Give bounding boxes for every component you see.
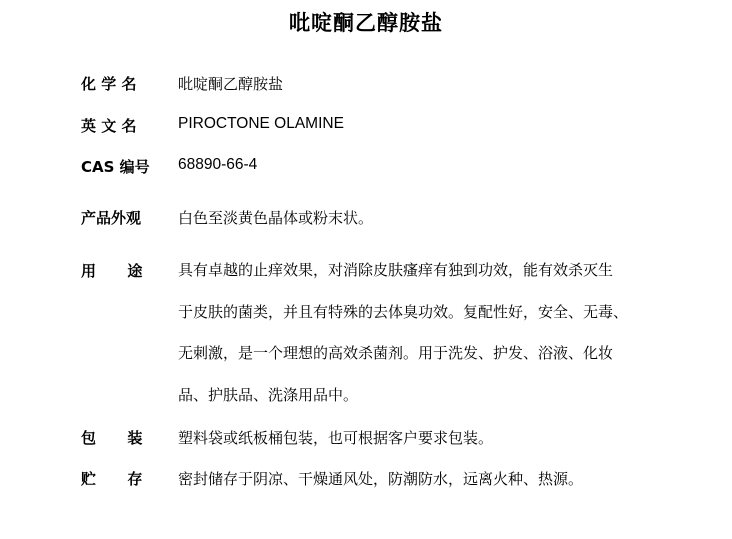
english-name-label: 英 文 名 [81,117,137,135]
usage-line: 具有卓越的止痒效果，对消除皮肤瘙痒有独到功效，能有效杀灭生 [178,261,614,279]
usage-line: 无刺激，是一个理想的高效杀菌剂。用于洗发、护发、浴液、化妆 [178,344,614,362]
cas-number-value: 68890-66-4 [178,156,258,173]
usage-value [178,260,628,426]
english-name-value: PIROCTONE OLAMINE [178,115,344,132]
storage-value: 密封储存于阴凉、干燥通风处，防潮防水，远离火种、热源。 [178,470,584,488]
cas-number-label: CAS 编号 [81,158,150,176]
usage-line: 品、护肤品、洗涤用品中。 [178,385,359,404]
storage-label: 贮 存 [81,470,143,488]
packaging-label: 包 装 [81,429,143,447]
chemical-name-label: 化 学 名 [81,75,137,93]
appearance-value: 白色至淡黄色晶体或粉末状。 [178,209,374,227]
page-title: 吡啶酮乙醇胺盐 [289,11,443,35]
usage-label: 用 途 [81,262,143,280]
usage-line: 于皮肤的菌类，并且有特殊的去体臭功效。复配性好，安全、无毒、 [178,302,629,321]
packaging-value: 塑料袋或纸板桶包装，也可根据客户要求包装。 [178,429,494,447]
appearance-label: 产品外观 [81,209,142,227]
chemical-name-value: 吡啶酮乙醇胺盐 [178,75,284,93]
